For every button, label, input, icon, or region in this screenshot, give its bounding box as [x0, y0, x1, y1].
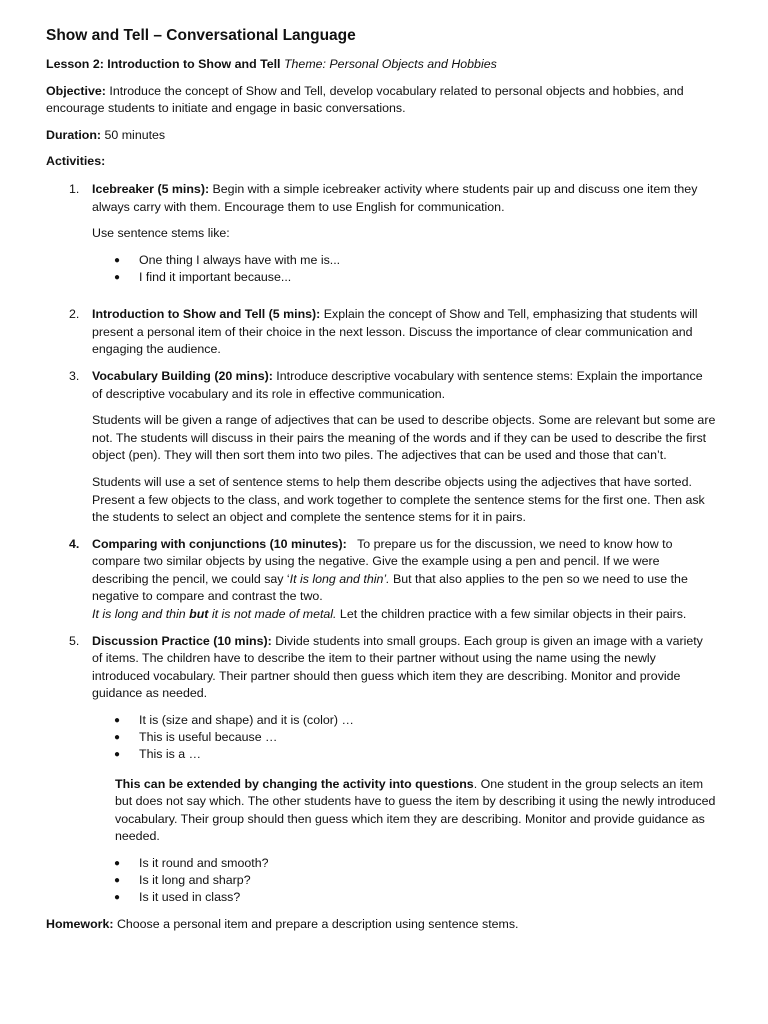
activity-heading: Vocabulary Building (20 mins): — [92, 368, 273, 383]
list-item: ● I find it important because... — [46, 269, 716, 286]
objective-text: Introduce the concept of Show and Tell, develop vocabulary related to personal objects and hobbies, and encourage students to initiate and engage in basic conversations. — [46, 83, 684, 116]
bullet-icon: ● — [114, 858, 121, 870]
duration-text: 50 minutes — [104, 127, 166, 142]
list-number: 5. — [69, 633, 80, 648]
activity-heading: Comparing with conjunctions (10 minutes): — [92, 536, 347, 551]
bullet-icon: ● — [114, 715, 121, 727]
homework-line — [46, 916, 716, 934]
activity-text: Divide students into small groups. Each group is given an image with a variety of items. The children have to describe the item to their partner without using the name using the newly introduced vocabulary. Their partner should then guess which item they are describing. Monitor and provide guidance as needed. — [92, 633, 703, 701]
activity-text: To prepare us for the discussion, we need to know how to compare two similar objects by using the negative. Give the example using a pen and pencil. If we were describing the pencil, we could say ‘It is long and thin’. But that also applies to the pen so we need to use the negative to compare and contrast the two. — [92, 536, 688, 604]
sentence-stems-list — [46, 252, 716, 286]
activities-list — [46, 181, 716, 907]
bullet-icon: ● — [114, 749, 121, 761]
page-title: Show and Tell – Conversational Language — [46, 27, 356, 44]
homework-text: Choose a personal item and prepare a description using sentence stems. — [116, 916, 519, 931]
objective-label: Objective: — [46, 83, 106, 98]
list-number: 4. — [69, 536, 80, 551]
bullet-icon: ● — [114, 271, 121, 283]
activity-paragraph — [92, 368, 716, 403]
activities-heading: Activities: — [46, 154, 106, 169]
activity-paragraph — [92, 536, 716, 606]
list-item: ● Is it used in class? — [46, 889, 716, 906]
activity-heading: Icebreaker (5 mins): — [92, 181, 210, 196]
bullet-icon: ● — [114, 875, 121, 887]
activity-item-intro — [46, 306, 716, 359]
activity-subtext: Use sentence stems like: — [92, 226, 230, 241]
activity-paragraph: Students will be given a range of adjectives that can be used to describe objects. Some are relevant but some are not. The students will discuss in their pairs the meaning of the words and if they can be used to describe the first object (pen). They will then sort them into two piles. The adjectives that can be used and those that can’t. — [92, 413, 716, 463]
activity-text: Explain the concept of Show and Tell, emphasizing that students will present a personal item of their choice in the next lesson. Discuss the importance of clear communication and engaging the audience. — [92, 307, 698, 357]
extension-heading: This can be extended by changing the activity into questions — [115, 776, 474, 791]
activity-item-conjunctions — [46, 536, 716, 624]
activity-text: Begin with a simple icebreaker activity where students pair up and discuss one item they always carry with them. Encourage them to use English for communication. — [92, 181, 698, 214]
list-number: 2. — [69, 307, 80, 322]
activity-paragraph — [92, 181, 716, 216]
lesson-line — [46, 56, 716, 74]
list-item: ● It is (size and shape) and it is (color) … — [46, 712, 716, 729]
activity-paragraph: Students will use a set of sentence stems to help them describe objects using the adjectives that have sorted. Present a few objects to the class, and work together to complete the sentence stems for the first one. Then ask the students to select an object and complete the sentence stems for it in pairs. — [92, 474, 705, 525]
activity-heading: Discussion Practice (10 mins): — [92, 633, 272, 648]
duration-label: Duration: — [46, 127, 102, 142]
extension-paragraph — [92, 776, 716, 846]
bullet-icon: ● — [114, 254, 121, 266]
bullet-icon: ● — [114, 732, 121, 744]
objective-paragraph — [46, 83, 716, 118]
activity-heading: Introduction to Show and Tell (5 mins): — [92, 307, 321, 322]
homework-label: Homework: — [46, 916, 114, 931]
list-number: 1. — [69, 181, 80, 196]
activity-item-icebreaker — [46, 181, 716, 286]
activity-paragraph — [92, 633, 716, 703]
bullet-icon: ● — [114, 892, 121, 904]
activity-paragraph — [92, 306, 716, 359]
lesson-theme: Theme: Personal Objects and Hobbies — [283, 57, 497, 71]
list-number: 3. — [69, 368, 80, 383]
example-sentence: It is long and thin but it is not made of metal. Let the children practice with a few similar objects in their pairs. — [92, 607, 687, 622]
list-item: ● This is a … — [46, 746, 716, 763]
list-item: ● One thing I always have with me is... — [46, 252, 716, 269]
extension-text: . One student in the group selects an item but does not say which. The other students have to guess the item by describing it using the newly introduced vocabulary. Their group should then guess which item they are describing. Monitor and provide guidance as needed. — [115, 776, 716, 844]
activity-item-discussion — [46, 633, 716, 907]
list-item: ● This is useful because … — [46, 729, 716, 746]
activity-text: Introduce descriptive vocabulary with sentence stems: Explain the importance of descriptive vocabulary and its role in effective communication. — [92, 368, 703, 401]
list-item: ● Is it round and smooth? — [46, 855, 716, 872]
sentence-stems-list — [46, 712, 716, 764]
questions-list — [46, 855, 716, 907]
duration-line — [46, 127, 716, 145]
activity-item-vocabulary — [46, 368, 716, 527]
lesson-label: Lesson 2: Introduction to Show and Tell — [46, 57, 281, 71]
list-item: ● Is it long and sharp? — [46, 872, 716, 889]
